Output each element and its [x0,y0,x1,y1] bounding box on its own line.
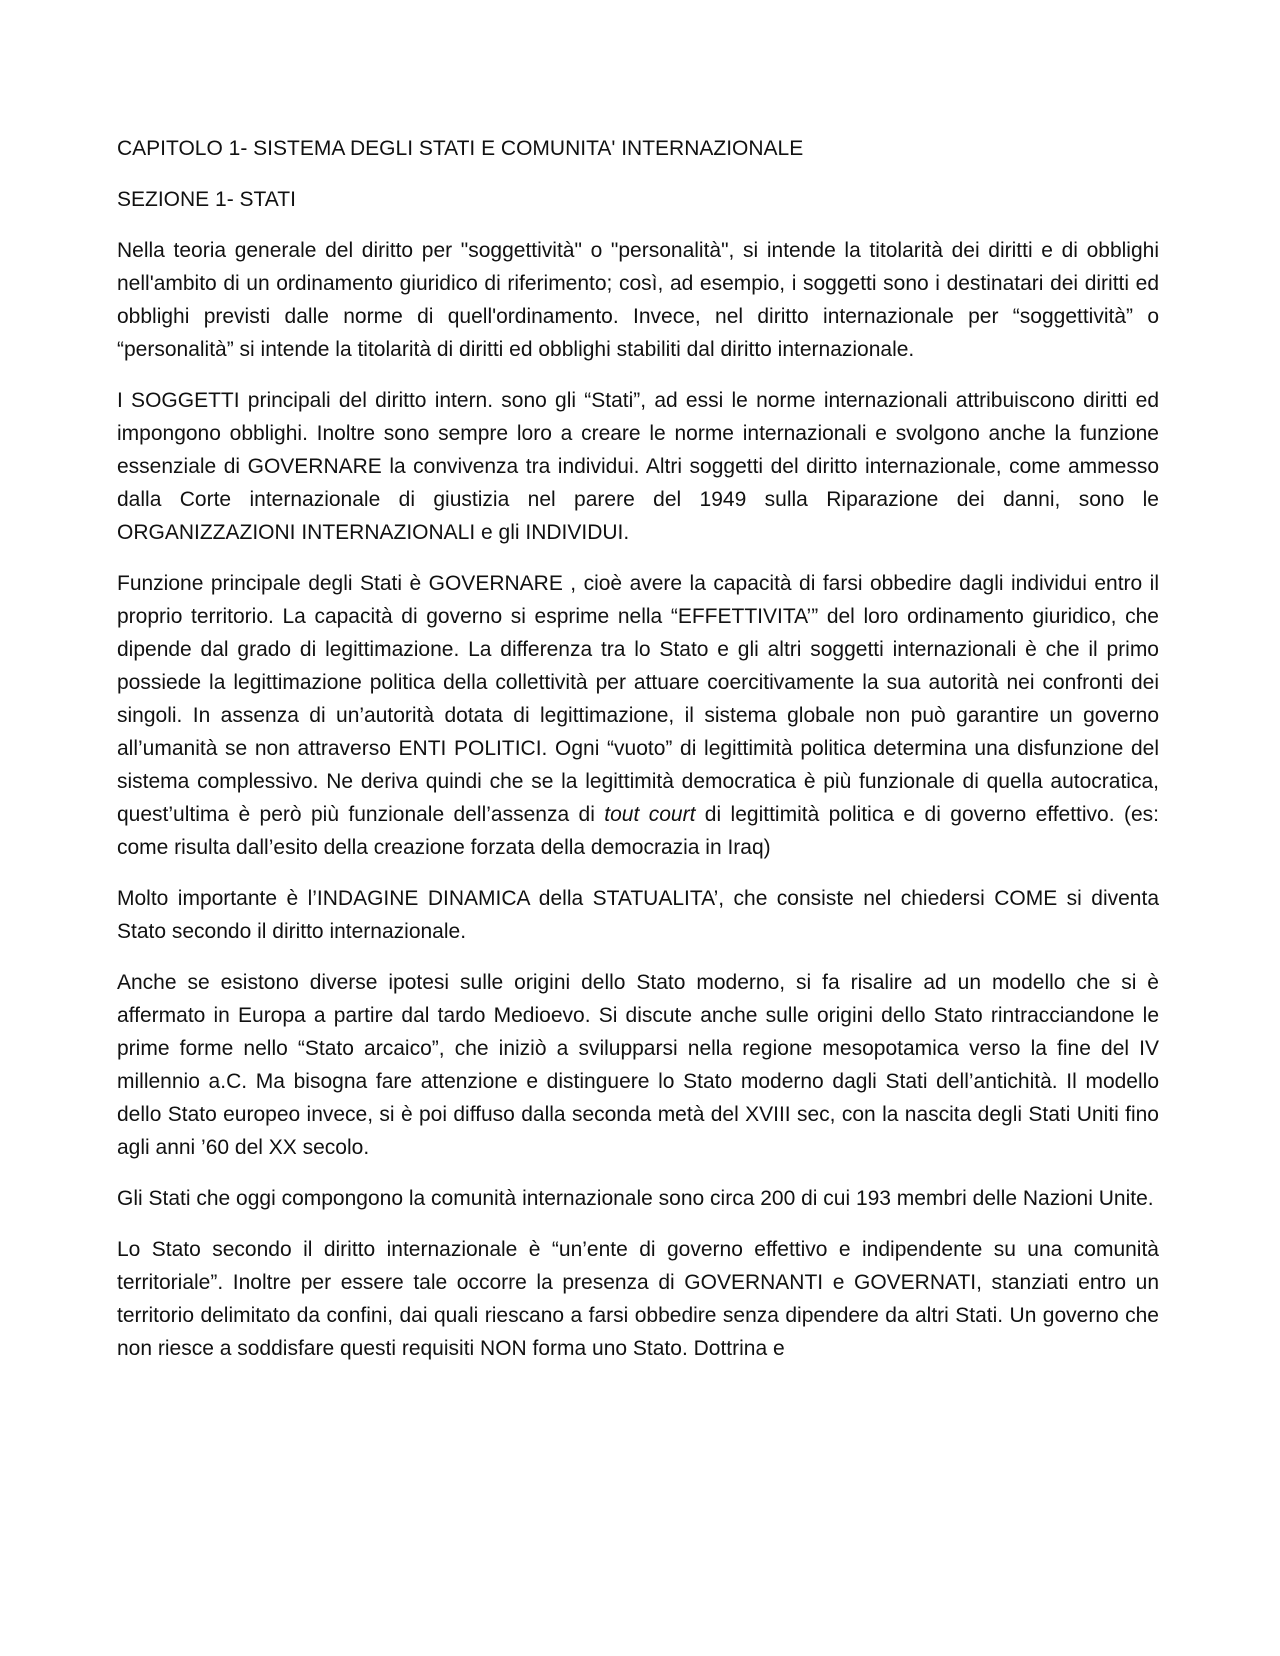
paragraph-funzione-governare [117,567,1159,864]
paragraph-numero-stati: Gli Stati che oggi compongono la comunità internazionale sono circa 200 di cui 193 membri delle Nazioni Unite. [117,1187,1154,1210]
paragraph-soggetti: I SOGGETTI principali del diritto intern. sono gli “Stati”, ad essi le norme internazionali attribuiscono diritti ed impongono obblighi. Inoltre sono sempre loro a creare le norme internazionali e svolgono anche la funzione essenziale di GOVERNARE la convivenza tra individui. Altri soggetti del diritto internazionale, come ammesso dalla Corte internazionale di giustizia nel parere del 1949 sulla Riparazione dei danni, sono le ORGANIZZAZIONI INTERNAZIONALI e gli INDIVIDUI. [117,389,1159,544]
paragraph-soggettivita: Nella teoria generale del diritto per "soggettività" o "personalità", si intende la titolarità dei diritti e di obblighi nell'ambito di un ordinamento giuridico di riferimento; così, ad esempio, i soggetti sono i destinatari dei diritti ed obblighi previsti dalle norme di quell'ordinamento. Invece, nel diritto internazionale per “soggettività” o “personalità” si intende la titolarità di diritti ed obblighi stabiliti dal diritto internazionale. [117,239,1159,361]
italic-tout-court: tout court [604,803,696,826]
section-title: SEZIONE 1- STATI [117,188,296,211]
paragraph-funzione-text-b: di legittimità politica e di governo effettivo. (es: come risulta dall’esito della creazione forzata della democrazia in Iraq) [117,803,1159,859]
paragraph-indagine-dinamica: Molto importante è l’INDAGINE DINAMICA della STATUALITA’, che consiste nel chiedersi COME si diventa Stato secondo il diritto internazionale. [117,887,1159,943]
paragraph-funzione-text-a: Funzione principale degli Stati è GOVERNARE , cioè avere la capacità di farsi obbedire dagli individui entro il proprio territorio. La capacità di governo si esprime nella “EFFETTIVITA’” del loro ordinamento giuridico, che dipende dal grado di legittimazione. La differenza tra lo Stato e gli altri soggetti internazionali è che il primo possiede la legittimazione politica della collettività per attuare coercitivamente la sua autorità nei confronti dei singoli. In assenza di un’autorità dotata di legittimazione, il sistema globale non può garantire un governo all’umanità se non attraverso ENTI POLITICI. Ogni “vuoto” di legittimità politica determina una disfunzione del sistema complessivo. Ne deriva quindi che se la legittimità democratica è più funzionale di quella autocratica, quest’ultima è però più funzionale dell’assenza di [117,572,1159,826]
paragraph-definizione-stato: Lo Stato secondo il diritto internazionale è “un’ente di governo effettivo e indipendente su una comunità territoriale”. Inoltre per essere tale occorre la presenza di GOVERNANTI e GOVERNATI, stanziati entro un territorio delimitato da confini, dai quali riescano a farsi obbedire senza dipendere da altri Stati. Un governo che non riesce a soddisfare questi requisiti NON forma uno Stato. Dottrina e [117,1238,1159,1360]
document-page [117,132,1159,1365]
chapter-title: CAPITOLO 1- SISTEMA DEGLI STATI E COMUNITA' INTERNAZIONALE [117,137,804,160]
paragraph-origini-stato: Anche se esistono diverse ipotesi sulle origini dello Stato moderno, si fa risalire ad un modello che si è affermato in Europa a partire dal tardo Medioevo. Si discute anche sulle origini dello Stato rintracciandone le prime forme nello “Stato arcaico”, che iniziò a svilupparsi nella regione mesopotamica verso la fine del IV millennio a.C. Ma bisogna fare attenzione e distinguere lo Stato moderno dagli Stati dell’antichità. Il modello dello Stato europeo invece, si è poi diffuso dalla seconda metà del XVIII sec, con la nascita degli Stati Uniti fino agli anni ’60 del XX secolo. [117,971,1159,1159]
